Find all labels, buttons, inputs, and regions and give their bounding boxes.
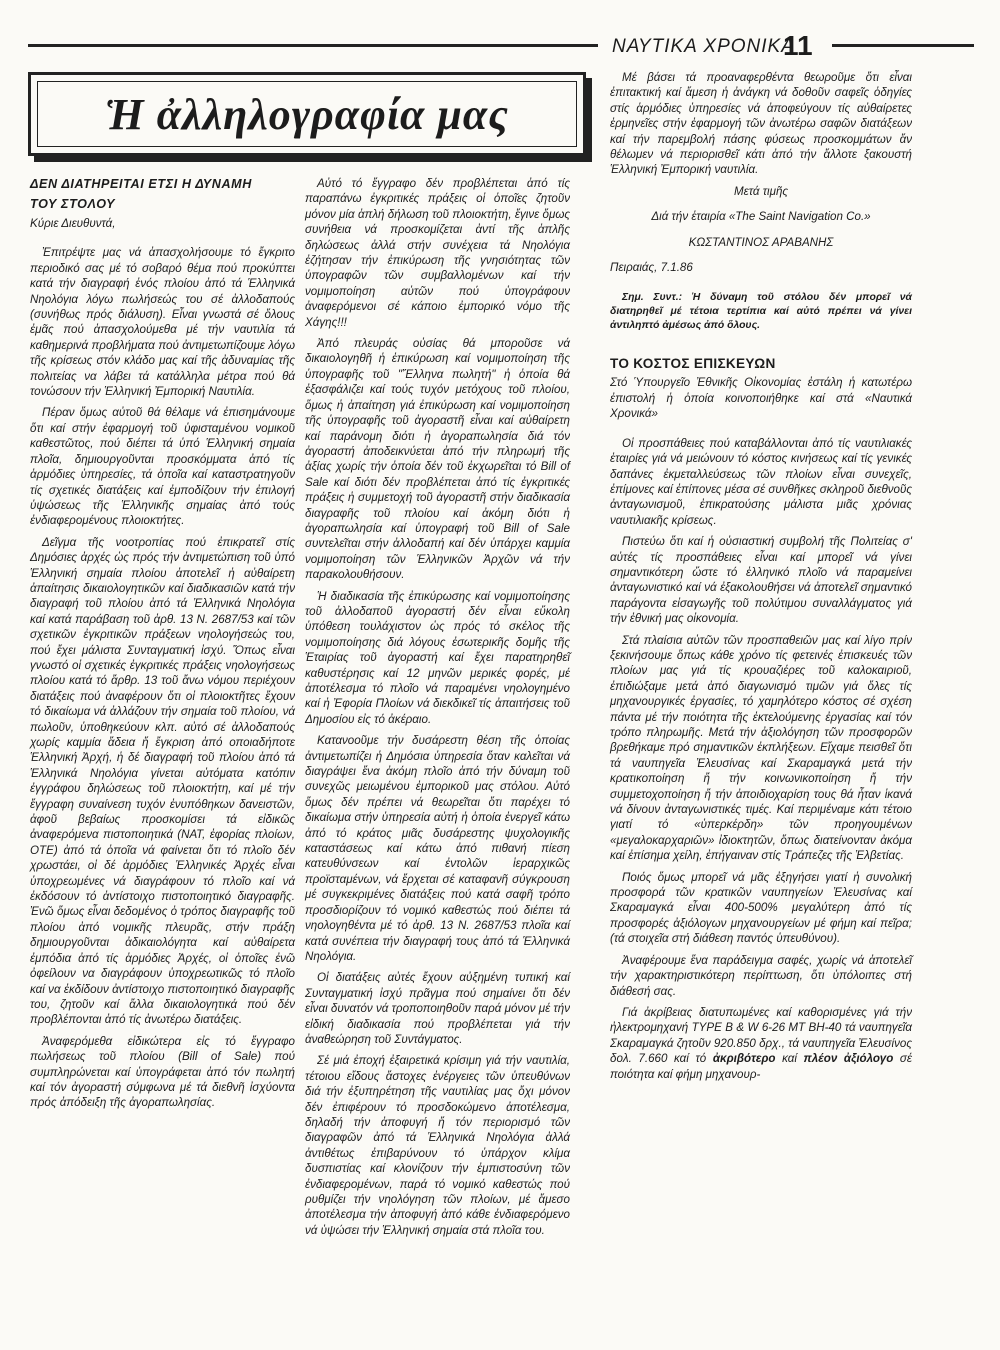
- column-title: Ἡ ἀλληλογραφία μας: [105, 89, 509, 139]
- paragraph: Ἀπό πλευράς οὐσίας θά μποροῦσε νά δικαιολογηθῆ ἡ ἐπικύρωση καί νομιμοποίηση τῆς ὑπογραφῆς τοῦ "Ἕλληνα πωλητή" ἡ ὁποία θά ἐξασφάλιζει καί τούς τυχόν μετόχους τοῦ πλοίου, ὅμως ἡ ἀπαίτηση γιά ἐπικύρωση καί νομιμοποίηση τῆς ὑπογραφῆς τοῦ ἀγοραστῆ εἶναι καί αὐθαίρετη καί παράνομη διότι ἡ ἀγοραπωλησία διά τόν ἀγοραστή ἀποδεικνύεται ἀπό τήν πληρωμή τῆς ἀξίας χωρίς τήν ὁποία δέν τοῦ ἐκχωρεῖται τό Bill of Sale καί διότι δέν προβλέπεται ἀπό τίς ἐγκριτικές πράξεις ἡ συμμετοχή τοῦ ἀγοραστῆ στήν διαδικασία διαγραφῆς τοῦ πλοίου καί ἀκόμη διότι ἡ ἀγοραπωλησία καί ὑπογραφή τοῦ Bill of Sale συντελεῖται στήν ἀλλοδαπή καί δέν ὑπάρχει καμμία νομιμοποίηση τῶν Ἑλληνικῶν Ἀρχῶν νά τήν παρακολουθήσουν.: [305, 337, 570, 582]
- article-column-3: [610, 70, 912, 1088]
- page-number: 11: [783, 30, 813, 61]
- paragraph: Στά πλαίσια αὐτῶν τῶν προσπαθειῶν μας καί λίγο πρίν ξεκινήσουμε ὅπως κάθε χρόνο τίς φετεινές ἐπισκευές τῶν πλοίων μας γιά τίς κρουαζιέρες τοῦ καλοκαιριοῦ, ἐπιδιώξαμε μετά ἀπό διαγωνισμό τιμῶν γιά ὅλες τίς μηχανουργικές ἐργασίες, τό χαμηλότερο κόστος σέ σχέση πάντα μέ τήν ποιότητα τῆς ἐκτελούμενης ἐργασίας καί τόν τρόπο πληρωμῆς. Μετά τήν ἀξιολόγηση τῶν προσφορῶν βρεθήκαμε πρό σημαντικῶν ἐκπλήξεων. Εἴχαμε πεισθεῖ ὅτι τά ναυπηγεῖα Ἐλευσίνας καί Σκαραμαγκά μετά τήν κρατικοποίηση ἤ τήν κοινωνικοποίηση ἤ τήν συμμετοχοποίηση ἤ τήν ἀποιδιοχαρίση τους θά ἦταν ἱκανά νά δίνουν ἀνταγωνιστικές τιμές. Καί περιμέναμε κάτι τέτοιο γιατί τό «ὑπερκέρδη» τῶν προηγουμένων «μεγαλοκαρχαριῶν» ἰδιοκτητῶν, ὅπως διατείνονταν ἀκόμα καί ἐπίσημα χείλη, ἐπήγαιναν στίς Τράπεζες τῆς Ἑλβετίας.: [610, 633, 912, 863]
- paragraph: Ποιός ὅμως μπορεῖ νά μᾶς ἐξηγήσει γιατί ἡ συνολική προσφορά τῶν κρατικῶν ναυπηγείων Ἐλευσίνας καί Σκαραμαγκά εἶναι 400-500% μεγαλύτερη ἀπό τίς προσφορές ἀξιόλογων μηχανουργείων μέ φήμη καί πεῖρα; (τά στοιχεῖα στή διάθεση παντός ὑπευθύνου).: [610, 870, 912, 946]
- paragraph: Ἡ διαδικασία τῆς ἐπικύρωσης καί νομιμοποίησης τοῦ ἀλλοδαποῦ ἀγοραστή δέν εἶναι εὔκολη ὑπόθεση τουλάχιστον ὡς πρός τό σκέλος τῆς νομιμοποίησης διά λόγους ἐσωτερικῆς δομῆς τῆς Ἑταιρίας τοῦ ἀγοραστή καί ἔχει παρατηρηθεῖ καθυστέρησις καί 12 μηνῶν μερικές φορές, μέ ἀποτέλεσμα τό πλοῖο νά παραμένει νηολογημένο καί ἡ Ἐφορία Πλοίων νά διεκδικεῖ τίς ἀπαιτήσεις τοῦ Δημοσίου εἰς τό ἀκέραιο.: [305, 589, 570, 726]
- letter-intro: Στό Ὑπουργεῖο Ἐθνικῆς Οἰκονομίας ἐστάλη ἡ κατωτέρω ἐπιστολή ἡ ὁποία κοινοποιήθηκε καί στά «Ναυτικά Χρονικά»: [610, 376, 912, 421]
- article-column-2: [305, 176, 570, 1244]
- running-head: ΝΑΥΤΙΚΑ ΧΡΟΝΙΚΑ: [612, 36, 795, 57]
- column-title-frame: [37, 81, 577, 147]
- bold-text-run: ἀκριβότερο: [712, 1052, 776, 1066]
- paragraph: Ἀναφερόμεθα εἰδικώτερα εἰς τό ἔγγραφο πωλήσεως τοῦ πλοίου (Bill of Sale) πού συμπληρώνεται καί ὑπογράφεται ἀπό τόν πωλητή καί τόν ἀγοραστή σύμφωνα μέ τά διεθνῆ ἰσχύοντα πρός ἀπόδειξη τῆς ἀγοραπωλησίας.: [30, 1034, 295, 1110]
- letter-headline: ΤΟ ΚΟΣΤΟΣ ΕΠΙΣΚΕΥΩΝ: [610, 356, 776, 372]
- paragraph: Σέ μιά ἐποχή ἐξαιρετικά κρίσιμη γιά τήν ναυτιλία, τέτοιου εἴδους ἄστοχες ἐνέργειες τῶν ὑπευθύνων διά τήν ἐξυπηρέτηση τῆς ναυτιλίας μας ὄχι μόνον δέν ἐπιφέρουν τό προσδοκώμενο ἀποτέλεσμα, δηλαδή τήν ἀποφυγή ἤ τόν περιορισμό τῶν διαγραφῶν ἀπό τά Ἑλληνικά Νηολόγια ἀλλά ἀντιθέτως ἐπιβαρύνουν τό ὑπάρχον κλίμα δυσπιστίας καί κλονίζουν τήν ἐμπιστοσύνη τῶν ἐνδιαφερομένων, παρά τό νομικό καθεστώς πού ρυθμίζει τήν νηολόγηση τῶν πλοίων, μέ ἄμεσο ἀποτέλεσμα τήν ἀποφυγή ἀπό κάθε ἐνδιαφερόμενο νά ὑψώσει τήν Ἑλληνική σημαία στά πλοῖα του.: [305, 1054, 570, 1237]
- header-rule-left: [28, 44, 598, 47]
- text-run: Γιά ἀκρίβειας διατυπωμένες καί καθορισμένες γιά τήν ἠλεκτρομηχανή TYPE B & W 6-26 MT BH-40 τά ναυπηγεῖα Σκαραμαγκά ζητοῦν 920.850 δρχ., τά ναυπηγεῖα Ἐλευσίνος δολ. 7.660 καί τό: [610, 1005, 912, 1066]
- sign-company: Διά τήν ἑταιρία «The Saint Navigation Co.»: [651, 210, 871, 224]
- paragraph: Πέραν ὅμως αὐτοῦ θά θέλαμε νά ἐπισημάνουμε ὅτι καί στήν ἐφαρμογή τοῦ ὑφισταμένου νομικοῦ καθεστῶτος, πού διέπει τά ὑπό Ἑλληνική σημαία πλοῖα, δημιουργοῦνται προσκόμματα ἀπό τίς ἁρμόδιες ὑπηρεσίες, τά ὁποῖα καί καταστρατηγοῦν τίς σχετικές διατάξεις καί ἐμποδίζουν τήν ἐπιλογή ὑψώσεως τῆς Ἑλληνικῆς σημαίας ἀπό τούς ἐνδιαφερομένους πλοιοκτήτες.: [30, 406, 295, 528]
- paragraph: Αὐτό τό ἔγγραφο δέν προβλέπεται ἀπό τίς παραπάνω ἐγκριτικές πράξεις οἱ ὁποῖες ζητοῦν μόνον μία ἁπλή δήλωση τοῦ πλοιοκτήτη, ἔγινε ὅμως συνήθεια νά προσκομίζεται ἀντί τῆς ἁπλῆς δηλώσεως ἀλλά στήν συνέχεια τά Νηολόγια ἐζήτησαν τήν ἐπικύρωση τῆς γνησιότητας τῶν ὑπογραφῶν τῶν συμβαλλομένων καί τήν νομιμοποίηση αὐτῶν πού ὑπογράφουν ἀναφερόμενοι σέ κάποιο ἐμπορικό νόμο τῆς Χάγης!!!: [305, 177, 570, 329]
- header-rule-right: [832, 44, 974, 47]
- paragraph-last: [610, 1005, 912, 1082]
- editor-note: Σημ. Συντ.: Ἡ δύναμη τοῦ στόλου δέν μπορεῖ νά διατηρηθεῖ μέ τέτοια τερτίπια καί αὐτό πρέπει νά γίνει ἀντιληπτό ἀμέσως ἀπό ὅλους.: [610, 292, 912, 332]
- paragraph: Οἱ διατάξεις αὐτές ἔχουν αὐξημένη τυπική καί Συνταγματική ἰσχύ πρᾶγμα πού σημαίνει ὅτι δέν εἶναι δυνατόν νά τροποποιηθοῦν παρά μόνον μέ τήν εἰδική διαδικασία πού προβλέπεται γιά τήν ἀναθεώρηση τοῦ Συντάγματος.: [305, 971, 570, 1046]
- column-title-box: [28, 72, 586, 156]
- salutation: Κύριε Διευθυντά,: [30, 217, 116, 230]
- text-run: σέ ποιότητα καί φήμη μηχανουρ-: [610, 1052, 912, 1081]
- paragraph: Ἐπιτρέψτε μας νά ἀπασχολήσουμε τό ἔγκριτο περιοδικό σας μέ τό σοβαρό θέμα πού προκύπτει κατά τήν διαγραφή ἑνός πλοίου ἀπό τά Ἑλληνικά Νηολόγια λόγω πωλήσεώς του σέ ἀλλοδαπούς (συνήθως πρός διάλυση). Εἶναι γνωστά σέ ὅλους ἐμᾶς πού ἀπασχολούμεθα μέ τήν ναυτιλία τά καθημερινά προβλήματα πού ἀντιμετωπίζουμε λόγω τῆς κρίσεως στόν κλάδο μας καί τῆς ἀδυναμίας τῆς πολιτείας να λάβει τά κατάλληλα μέτρα πού θά τονώσουν τήν Ἑλληνική Ἐμπορική Ναυτιλία.: [30, 246, 295, 399]
- bold-text-run: πλέον ἀξιόλογο: [803, 1052, 894, 1066]
- paragraph: Οἱ προσπάθειες πού καταβάλλονται ἀπό τίς ναυτιλιακές ἑταιρίες γιά νά μειώνουν τό κόστος κινήσεως καί τίς γενικές δαπάνες ἐκμεταλλεύσεως τῶν πλοίων εἶναι συνεχεῖς, ἐπίμονες καί ἐπίπονες μέσα σέ συνθῆκες σκληροῦ διεθνοῦς ἀνταγωνισμοῦ, ἐπικρατούσης μάλιστα μιᾶς χρόνιας ναυτιλιακῆς κρίσεως.: [610, 436, 912, 527]
- letter-headline-line-2: ΤΟΥ ΣΤΟΛΟΥ: [30, 197, 116, 211]
- sign-regards: Μετά τιμῆς: [733, 184, 789, 198]
- dateline: Πειραιάς, 7.1.86: [610, 261, 693, 275]
- sign-name: ΚΩΣΤΑΝΤΙΝΟΣ ΑΡΑΒΑΝΗΣ: [688, 235, 834, 249]
- paragraph: Δεῖγμα τῆς νοοτροπίας πού ἐπικρατεῖ στίς Δημόσιες ἀρχές ὡς πρός τήν ἀντιμετώπιση τοῦ ὑπό Ἑλληνική σημαία πλοίου ἀποτελεῖ ἡ αὐθαίρετη ἀπαίτησις δικαιολογητικῶν καί διαδικασιῶν κατά τήν διαγραφή τοῦ πλοίου ἀπό τά Ἑλληνικά Νηολόγια καί κατά παράβαση τοῦ ἀρθ. 13 Ν. 2687/53 καί τῶν σχετικῶν ἐγκριτικῶν πράξεων νηολογήσεώς του, πού ἔχει μάλιστα Συνταγματική ἰσχύ. Ὅπως εἶναι γνωστό οἱ σχετικές ἐγκριτικές πράξεις νηολογήσεως πλοίου κατά τό ἄρθρ. 13 τοῦ ἄνω νόμου περιέχουν διατάξεις πού ἀναφέρουν ὅτι οἱ πλοιοκτῆτες ἔχουν τό δικαίωμα νά ἀλλάζουν τήν σημαία τοῦ πλοίου, νά πωλοῦν, ὑποθηκεύουν κλπ. αὐτό σέ ἀλλοδαπούς χωρίς καμμία ἄδεια ἤ ἔγκριση ἀπό οποιαδήποτε Ἑλληνική Ἀρχή, ἡ δέ διαγραφή τοῦ πλοίου ἀπό τά Ἑλληνικά Νηολόγια γίνεται αὐτόματα κατόπιν ἐγγράφου δηλώσεως τοῦ πλοιοκτήτη, καί μέ τήν ἔγγραφη συναίνεση τυχόν ἐνυπόθηκων δανειστῶν, ἀφοῦ βεβαίως προσκομίσει τά εἰδικῶς ἀναφερόμενα πιστοποιητικά (ΝΑΤ, ἐφορίας πλοίων, ΟΤΕ) ἀπό τά ὁποῖα νά φαίνεται ὅτι τό πλοῖο δέν χρωστάει, οἱ δέ ἁρμόδιες Ἑλληνικές Ἀρχές εἶναι ὑποχρεωμένες νά διαγράφουν τό πλοῖο καί νά ἐκδόσουν τό ἀντίστοιχο πιστοποιητικό διαγραφῆς. Ἐνῶ ὅμως εἶναι δεδομένος ὁ τρόπος διαγραφῆς τοῦ πλοίου ἀπό νομικῆς πλευρᾶς, στήν πράξη δημιουργοῦνται ἀδικαιολόγητα καί αὐθαίρετα ἐμπόδια ἀπό τίς ἁρμόδιες Ἀρχές, οἱ ὁποῖες ἐνῶ ὀφείλουν να διαγράφουν ὑποχρεωτικῶς τό πλοῖο καί να ἐκδίδουν ἀντίστοιχο πιστοποιητικό διαγραφῆς του, ζητοῦν καί ἄλλα δικαιολογητικά πού δέν προβλέπονται ἀπό τίς ἀνωτέρω διατάξεις.: [30, 535, 295, 1027]
- paragraph: Πιστεύω ὅτι καί ἡ οὐσιαστική συμβολή τῆς Πολιτείας σ' αὐτές τίς προσπάθειες εἶναι καί μπορεῖ νά γίνει σημαντικότερη ὥστε τό ἑλληνικό πλοῖο νά παραμείνει ἀνταγωνιστικό καί νά ἐξακολουθήσει νά ἀποτελεῖ σημαντικό παράγοντα εἰσαγωγῆς τοῦ πολύτιμου συναλλάγματος γιά τήν ἐθνική μας οἰκονομία.: [610, 535, 912, 626]
- paragraph: Μέ βάσει τά προαναφερθέντα θεωροῦμε ὅτι εἶναι ἐπιτακτική καί ἄμεση ἡ ἀνάγκη νά δοθοῦν σαφεῖς ὁδηγίες στίς ἁρμόδιες ὑπηρεσίες νά ἀποφεύγουν τίς αὐθαίρετες ἑρμηνεῖες στήν ἐφαρμογή τῶν ἀνωτέρω σαφῶν διατάξεων καί τήν παρεμβολή πάσης φύσεως προσκομμάτων ἄν θέλωμεν νά περιορισθεῖ κάτι ἀπό τήν ἄλλοτε ξακουστή Ἑλληνική Ἐμπορική ναυτιλία.: [610, 71, 912, 177]
- paragraph: Ἀναφέρουμε ἕνα παράδειγμα σαφές, χωρίς νά ἀποτελεῖ τήν χαρακτηριστικότερη περίπτωση, ὅτι ὑπόλοιπες στή διάθεσή σας.: [610, 953, 912, 998]
- article-column-1: [30, 176, 295, 1117]
- text-run: καί: [775, 1052, 804, 1066]
- letter-headline-line-1: ΔΕΝ ΔΙΑΤΗΡΕΙΤΑΙ ΕΤΣΙ Η ΔΥΝΑΜΗ: [30, 177, 252, 191]
- paragraph: Κατανοοῦμε τήν δυσάρεστη θέση τῆς ὁποίας ἀντιμετωπίζει ἡ Δημόσια ὑπηρεσία ὅταν καλεῖται νά διαγράψει ἕνα ἀκόμη πλοῖο ἀπό τήν δύναμη τοῦ συνεχῶς μειωμένου ἐμπορικοῦ μας στόλου. Αὐτό ὅμως δέν πρέπει νά θεωρεῖται ὅτι παρέχει τό δικαίωμα στήν ὑπηρεσία αὐτή ἡ ὁποία ἐνεργεῖ κάτω ἀπό τό κράτος μιᾶς δυσάρεστης ψυχολογικῆς καταστάσεως καί κάτω ἀπό πιθανή πίεση κατευθύνσεων καί ἐντολῶν ἱεραρχικῶς προϊσταμένων, νά ἔρχεται σέ καταφανῆ σύγκρουση μέ συγκεκριμένες διατάξεις πού κατά σαφῆ τρόπο προσδιορίζουν τό νομικό καθεστώς πού διέπει τά νηολογηθέντα μέ τό ἀρθ. 13 Ν. 2687/53 πλοῖα καί κατά συνέπεια τήν διαγραφή τους ἀπό τά Ἑλληνικά Νηολόγια.: [305, 734, 570, 963]
